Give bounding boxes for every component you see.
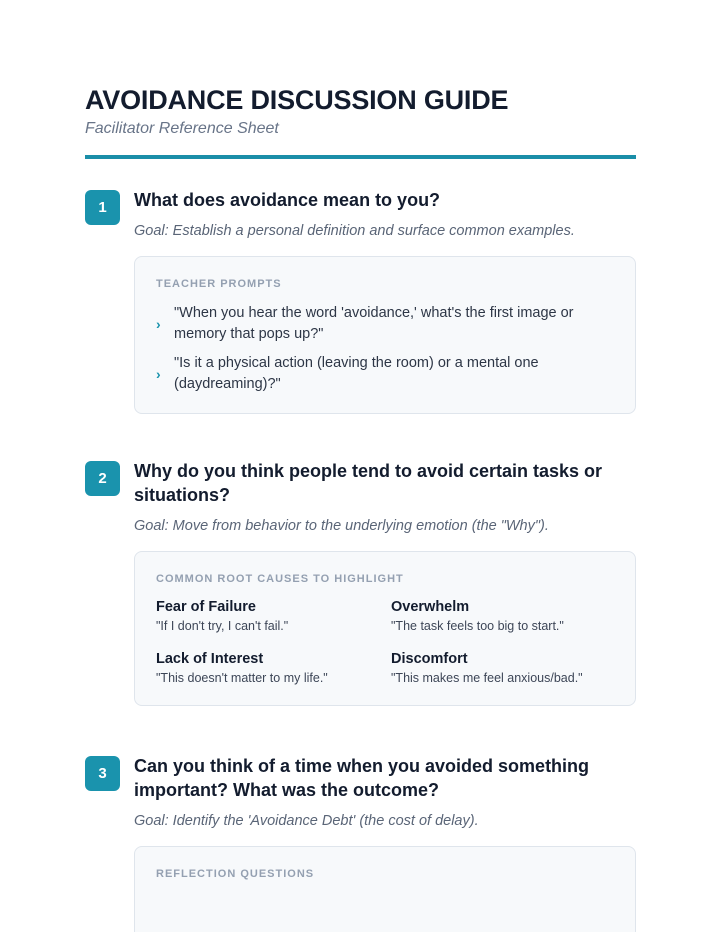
section-goal: Goal: Identify the 'Avoidance Debt' (the cost of delay). [134,813,479,829]
chevron-right-icon: › [156,316,161,332]
chevron-right-icon: › [156,366,161,382]
prompt-item [156,353,614,395]
root-cause-quote: "This doesn't matter to my life." [156,671,328,685]
teacher-prompts-card [134,256,636,414]
document-subtitle: Facilitator Reference Sheet [85,120,279,137]
root-causes-grid [156,598,614,687]
root-cause-quote: "This makes me feel anxious/bad." [391,671,583,685]
root-cause-item [391,650,626,687]
document-header [85,84,636,139]
root-cause-item [156,650,391,687]
section-number-badge: 1 [85,190,120,225]
root-cause-quote: "If I don't try, I can't fail." [156,619,289,633]
root-cause-quote: "The task feels too big to start." [391,619,564,633]
card-label: TEACHER PROMPTS [156,278,282,290]
section-question: Why do you think people tend to avoid certain tasks or situations? [134,461,603,505]
root-causes-card [134,551,636,706]
root-cause-item [156,598,391,635]
reflection-questions-card [134,846,636,932]
section-1 [85,190,636,414]
card-label: COMMON ROOT CAUSES TO HIGHLIGHT [156,573,404,585]
root-cause-item [391,598,626,635]
root-cause-title: Overwhelm [391,599,470,615]
header-divider [85,155,636,159]
section-number-badge: 3 [85,756,120,791]
root-cause-title: Discomfort [391,651,468,667]
prompt-text: "When you hear the word 'avoidance,' what's the first image or memory that pops up?" [174,305,574,342]
section-goal: Goal: Move from behavior to the underlying emotion (the "Why"). [134,518,549,534]
card-label: REFLECTION QUESTIONS [156,868,315,880]
section-question: What does avoidance mean to you? [134,190,441,210]
prompt-text: "Is it a physical action (leaving the room) or a mental one (daydreaming)?" [174,355,539,392]
section-3 [85,756,636,932]
prompt-item [156,303,614,345]
section-goal: Goal: Establish a personal definition and surface common examples. [134,223,575,239]
section-2 [85,461,636,706]
root-cause-title: Fear of Failure [156,599,256,615]
prompt-list [156,303,614,395]
root-cause-title: Lack of Interest [156,651,264,667]
document-title: AVOIDANCE DISCUSSION GUIDE [85,85,509,115]
section-question: Can you think of a time when you avoided something important? What was the outcome? [134,756,590,800]
section-number-badge: 2 [85,461,120,496]
